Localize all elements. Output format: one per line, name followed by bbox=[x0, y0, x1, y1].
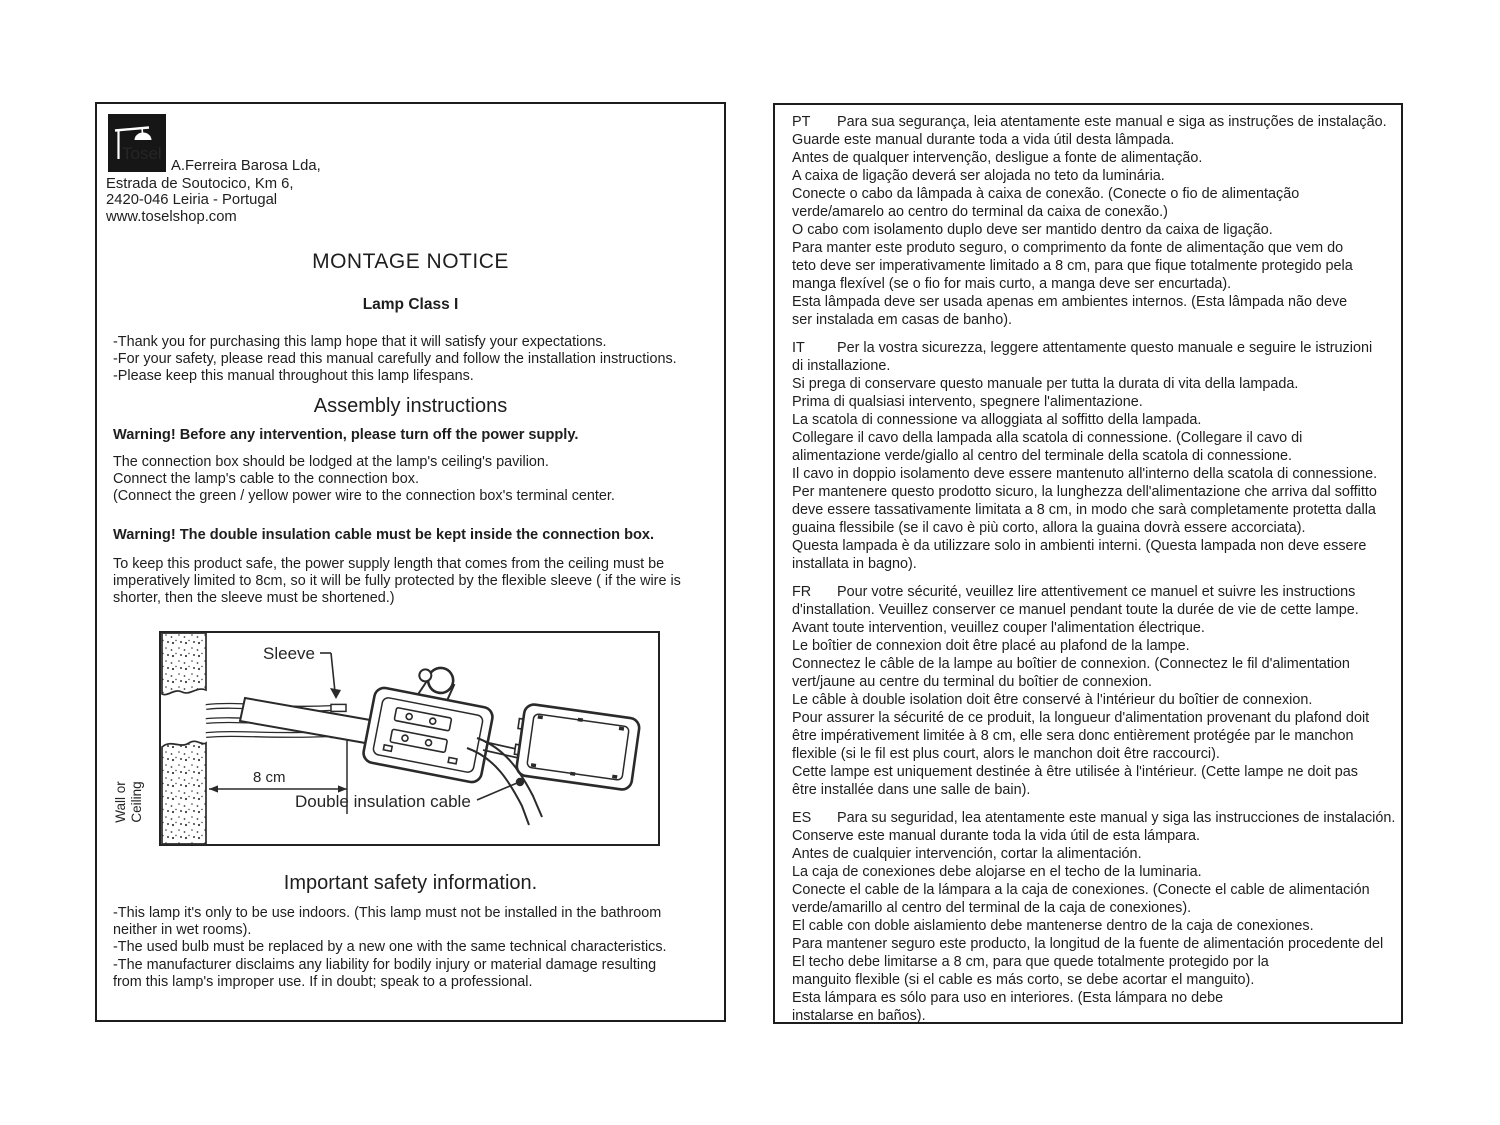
text-line: neither in wet rooms). bbox=[113, 922, 252, 939]
language-code-es: ES bbox=[792, 810, 812, 826]
text-line: manga flexível (se o fio for mais curto, a manga deve ser encurtada). bbox=[792, 276, 1232, 292]
text-line: di installazione. bbox=[792, 358, 891, 374]
text-line: Conecte o cabo da lâmpada à caixa de conexão. (Conecte o fio de alimentação bbox=[792, 186, 1300, 202]
text-line: Pour assurer la sécurité de ce produit, la longueur d'alimentation provenant du plafond doit bbox=[792, 710, 1370, 726]
text-line: La scatola di connessione va alloggiata al soffitto della lampada. bbox=[792, 412, 1202, 428]
text-line: Collegare il cavo della lampada alla scatola di connessione. (Collegare il cavo di bbox=[792, 430, 1303, 446]
safety-paragraph bbox=[113, 905, 667, 991]
text-line: Antes de cualquier intervención, cortar la alimentación. bbox=[792, 846, 1142, 862]
text-line: The connection box should be lodged at the lamp's ceiling's pavilion. bbox=[113, 454, 549, 470]
text-line: Si prega di conservare questo manuale per tutta la durata di vita della lampada. bbox=[792, 376, 1299, 392]
text-line: from this lamp's improper use. If in doubt; speak to a professional. bbox=[113, 973, 533, 990]
logo-wordmark: Tosel bbox=[122, 144, 162, 163]
text-line: d'installation. Veuillez conserver ce manuel pendant toute la durée de vie de cette lampe. bbox=[792, 602, 1359, 618]
warning-power-supply: Warning! Before any intervention, please turn off the power supply. bbox=[113, 427, 579, 443]
svg-text:Sleeve: Sleeve bbox=[263, 644, 315, 663]
text-line: Para manter este produto seguro, o comprimento da fonte de alimentação que vem do bbox=[792, 240, 1344, 256]
wall-or-ceiling-label bbox=[113, 781, 144, 823]
section-first-line bbox=[792, 583, 1389, 601]
section-fr bbox=[792, 583, 1389, 799]
text-line: Prima di qualsiasi intervento, spegnere l'alimentazione. bbox=[792, 394, 1143, 410]
installation-diagram bbox=[105, 626, 680, 851]
text-line: El cable con doble aislamiento debe mantenerse dentro de la caja de conexiones. bbox=[792, 918, 1314, 934]
text-line: Connectez le câble de la lampe au boîtier de connexion. (Connectez le fil d'alimentation bbox=[792, 656, 1350, 672]
text-line: -The used bulb must be replaced by a new one with the same technical characteristics. bbox=[113, 939, 667, 956]
text-line: -Thank you for purchasing this lamp hope that it will satisfy your expectations. bbox=[113, 334, 607, 350]
text-line: vert/jaune au centre du terminal du boîtier de connexion. bbox=[792, 674, 1152, 690]
text-line: manguito flexible (si el cable es más corto, se debe acortar el manguito). bbox=[792, 972, 1255, 988]
text-line: -This lamp it's only to be use indoors. (This lamp must not be installed in the bathroom bbox=[113, 905, 662, 921]
text-line: Conecte el cable de la lámpara a la caja de conexiones. (Conecte el cable de alimentación bbox=[792, 882, 1370, 898]
section-body bbox=[792, 357, 1389, 573]
section-pt bbox=[792, 113, 1389, 329]
text-line: instalarse en baños). bbox=[792, 1008, 926, 1024]
lamp-class-subtitle: Lamp Class I bbox=[362, 296, 459, 313]
text-line: Per mantenere questo prodotto sicuro, la lunghezza dell'alimentazione che arriva dal soffitto bbox=[792, 484, 1377, 500]
text-line: alimentazione verde/giallo al centro del terminale della scatola di connessione. bbox=[792, 448, 1292, 464]
section-es bbox=[792, 809, 1396, 1024]
text-line: shorter, then the sleeve must be shortened.) bbox=[113, 590, 395, 607]
address-city: 2420-046 Leiria - Portugal bbox=[106, 192, 278, 209]
text-line: Conserve este manual durante toda la vida útil de esta lámpara. bbox=[792, 828, 1200, 844]
text-line: Questa lampada è da utilizzare solo in ambienti interni. (Questa lampada non deve essere bbox=[792, 538, 1367, 554]
text-line: installata in bagno). bbox=[792, 556, 917, 572]
text-line: teto deve ser imperativamente limitado a 8 cm, para que fique totalmente protegido pela bbox=[792, 258, 1353, 274]
left-panel-english bbox=[95, 102, 726, 1022]
company-address bbox=[106, 176, 294, 225]
dimension-label: 8 cm bbox=[253, 769, 286, 786]
svg-text:Wall or: Wall or bbox=[113, 781, 128, 823]
text-line: Antes de qualquer intervenção, desligue a fonte de alimentação. bbox=[792, 150, 1203, 166]
company-name: A.Ferreira Barosa Lda, bbox=[171, 158, 321, 174]
address-street: Estrada de Soutocico, Km 6, bbox=[106, 176, 294, 192]
intro-paragraph bbox=[113, 334, 677, 386]
text-line: -For your safety, please read this manual carefully and follow the installation instructions. bbox=[113, 351, 677, 368]
text-line: Cette lampe est uniquement destinée à être utilisée à l'intérieur. (Cette lampe ne doit pas bbox=[792, 764, 1358, 780]
page-title: MONTAGE NOTICE bbox=[312, 250, 509, 273]
tosel-logo bbox=[108, 114, 166, 172]
section-it bbox=[792, 339, 1389, 573]
text-line: être impérativement limitée à 8 cm, elle sera donc entièrement protégée par le manchon bbox=[792, 728, 1354, 744]
section-body bbox=[792, 131, 1389, 329]
language-code-it: IT bbox=[792, 340, 805, 356]
section-body bbox=[792, 601, 1389, 799]
section-lead-text: Per la vostra sicurezza, leggere attentamente questo manuale e seguire le istruzioni bbox=[837, 340, 1373, 356]
text-line: O cabo com isolamento duplo deve ser mantido dentro da caixa de ligação. bbox=[792, 222, 1273, 238]
text-line: Le boîtier de connexion doit être placé au plafond de la lampe. bbox=[792, 638, 1190, 654]
assembly-instructions-heading: Assembly instructions bbox=[313, 395, 508, 417]
sleeve-paragraph bbox=[113, 556, 681, 608]
text-line: ser instalada em casas de banho). bbox=[792, 312, 1012, 328]
text-line: Esta lâmpada deve ser usada apenas em ambientes internos. (Esta lâmpada não deve bbox=[792, 294, 1348, 310]
warning-insulation-cable: Warning! The double insulation cable must be kept inside the connection box. bbox=[113, 527, 655, 543]
text-line: imperatively limited to 8cm, so it will be fully protected by the flexible sleeve ( if the wire is bbox=[113, 573, 681, 590]
company-website: www.toselshop.com bbox=[106, 208, 237, 225]
svg-text:Double insulation cable: Double insulation cable bbox=[295, 792, 471, 811]
text-line: Il cavo in doppio isolamento deve essere mantenuto all'interno della scatola di connessione. bbox=[792, 466, 1378, 482]
text-line: verde/amarillo al centro del terminal de la caja de conexiones). bbox=[792, 900, 1192, 916]
section-lead-text: Para su seguridad, lea atentamente este manual y siga las instrucciones de instalación. bbox=[837, 810, 1396, 826]
text-line: Guarde este manual durante toda a vida útil desta lâmpada. bbox=[792, 132, 1175, 148]
text-line: flexible (si le fil est plus court, alors le manchon doit être raccourci). bbox=[792, 746, 1220, 762]
text-line: Para mantener seguro este producto, la longitud de la fuente de alimentación procedente del bbox=[792, 936, 1384, 952]
text-line: El techo debe limitarse a 8 cm, para que quede totalmente protegido por la bbox=[792, 954, 1269, 970]
svg-text:Ceiling: Ceiling bbox=[129, 781, 144, 823]
text-line: To keep this product safe, the power supply length that comes from the ceiling must be bbox=[113, 556, 665, 572]
text-line: -The manufacturer disclaims any liability for bodily injury or material damage resulting bbox=[113, 956, 657, 973]
section-first-line bbox=[792, 113, 1389, 131]
text-line: Connect the lamp's cable to the connection box. bbox=[113, 471, 419, 488]
lamp-brand-logo-icon bbox=[108, 114, 166, 172]
connection-box-cover bbox=[512, 703, 641, 791]
connection-paragraph bbox=[113, 454, 615, 506]
section-body bbox=[792, 827, 1389, 1024]
text-line: deve essere tassativamente limitata a 8 cm, in modo che sarà completamente protetta dalla bbox=[792, 502, 1376, 518]
text-line: Le câble à double isolation doit être conservé à l'intérieur du boîtier de connexion. bbox=[792, 692, 1313, 708]
text-line: verde/amarelo ao centro do terminal da caixa de conexão.) bbox=[792, 204, 1168, 220]
section-lead-text: Para sua segurança, leia atentamente este manual e siga as instruções de instalação. bbox=[837, 114, 1387, 130]
text-line: La caja de conexiones debe alojarse en el techo de la luminaria. bbox=[792, 864, 1202, 880]
section-lead-text: Pour votre sécurité, veuillez lire attentivement ce manuel et suivre les instructions bbox=[837, 584, 1356, 600]
text-line: (Connect the green / yellow power wire to the connection box's terminal center. bbox=[113, 488, 615, 505]
text-line: Avant toute intervention, veuillez couper l'alimentation électrique. bbox=[792, 620, 1205, 636]
language-code-pt: PT bbox=[792, 114, 811, 130]
safety-heading: Important safety information. bbox=[283, 872, 538, 894]
right-panel-translations bbox=[773, 103, 1403, 1024]
section-first-line bbox=[792, 809, 1396, 827]
text-line: -Please keep this manual throughout this lamp lifespans. bbox=[113, 368, 474, 385]
section-first-line bbox=[792, 339, 1389, 357]
text-line: A caixa de ligação deverá ser alojada no teto da luminária. bbox=[792, 168, 1165, 184]
language-code-fr: FR bbox=[792, 584, 812, 600]
text-line: Esta lámpara es sólo para uso en interiores. (Esta lámpara no debe bbox=[792, 990, 1224, 1006]
text-line: guaina flessibile (se il cavo è più corto, allora la guaina dovrà essere accorciata). bbox=[792, 520, 1306, 536]
text-line: être installée dans une salle de bain). bbox=[792, 782, 1031, 798]
